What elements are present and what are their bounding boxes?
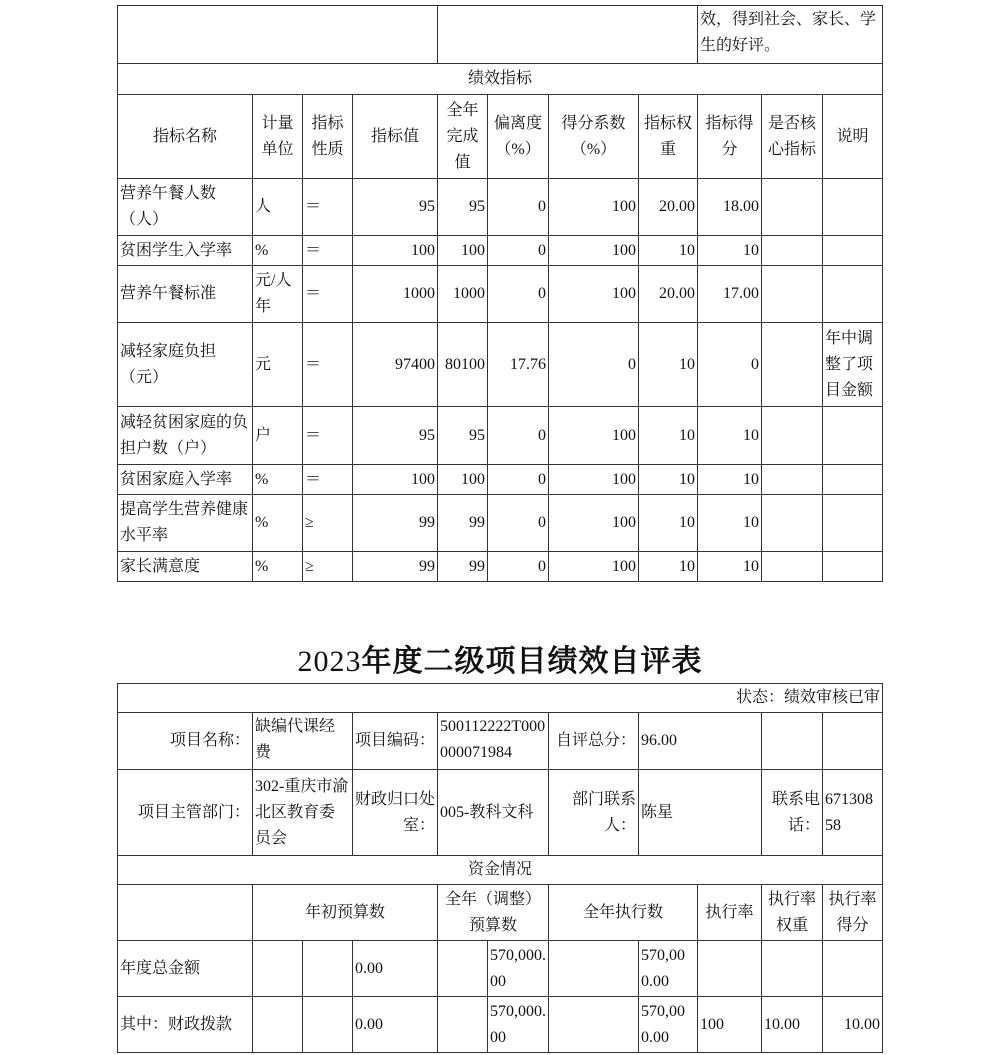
indicator-deviation: 0 xyxy=(488,495,549,552)
indicator-core xyxy=(762,236,823,266)
empty-cell xyxy=(549,941,639,997)
indicator-coef: 100 xyxy=(549,179,639,236)
header-exec-rate-score: 执行率得分 xyxy=(823,885,883,941)
indicator-coef: 100 xyxy=(549,465,639,495)
indicator-core xyxy=(762,266,823,323)
header-score: 指标得分 xyxy=(698,95,762,179)
header-exec-rate: 执行率 xyxy=(698,885,762,941)
header-coef: 得分系数（%） xyxy=(549,95,639,179)
empty-cell xyxy=(253,997,303,1053)
indicator-weight: 10 xyxy=(639,323,698,407)
indicator-coef: 0 xyxy=(549,323,639,407)
table-row xyxy=(118,407,883,465)
indicator-unit: 人 xyxy=(253,179,303,236)
table-row xyxy=(118,941,883,997)
carry-cell-mid xyxy=(438,6,698,64)
indicator-actual: 100 xyxy=(438,236,488,266)
finance: 005-教科文科 xyxy=(438,770,549,856)
empty-cell xyxy=(438,997,488,1053)
empty-cell xyxy=(549,997,639,1053)
indicator-deviation: 0 xyxy=(488,552,549,582)
header-indicator-name: 指标名称 xyxy=(118,95,253,179)
indicator-target: 97400 xyxy=(353,323,438,407)
indicator-nature: ＝ xyxy=(303,465,353,495)
indicator-unit: % xyxy=(253,495,303,552)
table-row xyxy=(118,465,883,495)
indicator-core xyxy=(762,465,823,495)
header-weight: 指标权重 xyxy=(639,95,698,179)
indicator-name: 减轻贫困家庭的负担户数（户） xyxy=(118,407,253,465)
indicator-actual: 95 xyxy=(438,179,488,236)
project-code-label: 项目编码： xyxy=(353,713,438,770)
indicator-note xyxy=(823,407,883,465)
fund-row-label: 其中：财政拨款 xyxy=(118,997,253,1053)
indicator-weight: 10 xyxy=(639,236,698,266)
header-target: 指标值 xyxy=(353,95,438,179)
indicator-score: 10 xyxy=(698,236,762,266)
indicator-score: 0 xyxy=(698,323,762,407)
phone-label: 联系电话： xyxy=(762,770,823,856)
fund-rate-score xyxy=(823,941,883,997)
indicator-note xyxy=(823,465,883,495)
table-row xyxy=(118,323,883,407)
indicator-deviation: 0 xyxy=(488,236,549,266)
indicator-coef: 100 xyxy=(549,236,639,266)
table-row xyxy=(118,266,883,323)
fund-rate: 100 xyxy=(698,997,762,1053)
indicator-coef: 100 xyxy=(549,266,639,323)
self-score-label: 自评总分： xyxy=(549,713,639,770)
indicator-actual: 99 xyxy=(438,552,488,582)
fund-initial: 0.00 xyxy=(353,941,438,997)
indicator-weight: 10 xyxy=(639,552,698,582)
indicator-note xyxy=(823,495,883,552)
indicator-name: 营养午餐人数（人） xyxy=(118,179,253,236)
page-title xyxy=(0,636,1000,680)
fund-executed: 570,000.00 xyxy=(639,941,698,997)
indicator-deviation: 0 xyxy=(488,179,549,236)
indicator-weight: 20.00 xyxy=(639,266,698,323)
indicator-actual: 100 xyxy=(438,465,488,495)
empty-cell xyxy=(438,941,488,997)
table-row xyxy=(118,179,883,236)
project-code: 500112222T000000071984 xyxy=(438,713,549,770)
indicator-weight: 10 xyxy=(639,495,698,552)
indicator-deviation: 0 xyxy=(488,465,549,495)
fund-rate-weight: 10.00 xyxy=(762,997,823,1053)
indicator-core xyxy=(762,552,823,582)
empty-cell xyxy=(762,713,823,770)
table-row xyxy=(118,552,883,582)
indicator-target: 95 xyxy=(353,407,438,465)
carry-text: 效，得到社会、家长、学生的好评。 xyxy=(698,6,883,64)
indicator-target: 95 xyxy=(353,179,438,236)
fund-rate xyxy=(698,941,762,997)
dept-label: 项目主管部门： xyxy=(118,770,253,856)
empty-cell xyxy=(303,941,353,997)
fund-row-label: 年度总金额 xyxy=(118,941,253,997)
indicator-score: 18.00 xyxy=(698,179,762,236)
empty-cell xyxy=(253,941,303,997)
indicator-coef: 100 xyxy=(549,495,639,552)
indicator-weight: 10 xyxy=(639,465,698,495)
indicator-note: 年中调整了项目金额 xyxy=(823,323,883,407)
project-name-label: 项目名称： xyxy=(118,713,253,770)
indicator-deviation: 0 xyxy=(488,266,549,323)
section-label-funds: 资金情况 xyxy=(118,856,883,885)
performance-indicator-table xyxy=(117,5,883,582)
finance-label: 财政归口处室： xyxy=(353,770,438,856)
project-name: 缺编代课经费 xyxy=(253,713,353,770)
indicator-nature: ＝ xyxy=(303,179,353,236)
indicator-target: 1000 xyxy=(353,266,438,323)
header-nature: 指标性质 xyxy=(303,95,353,179)
section-label-indicators: 绩效指标 xyxy=(118,64,883,95)
indicator-actual: 95 xyxy=(438,407,488,465)
indicator-target: 100 xyxy=(353,236,438,266)
header-unit: 计量单位 xyxy=(253,95,303,179)
indicator-unit: % xyxy=(253,552,303,582)
header-initial-budget: 年初预算数 xyxy=(253,885,438,941)
indicator-weight: 20.00 xyxy=(639,179,698,236)
indicator-name: 提高学生营养健康水平率 xyxy=(118,495,253,552)
indicator-score: 10 xyxy=(698,407,762,465)
empty-cell xyxy=(823,713,883,770)
title-text: 年度二级项目绩效自评表 xyxy=(361,645,703,678)
indicator-target: 100 xyxy=(353,465,438,495)
header-deviation: 偏离度（%） xyxy=(488,95,549,179)
indicator-nature: ＝ xyxy=(303,236,353,266)
indicator-unit: % xyxy=(253,465,303,495)
carry-cell-left xyxy=(118,6,438,64)
fund-rate-weight xyxy=(762,941,823,997)
indicator-name: 贫困家庭入学率 xyxy=(118,465,253,495)
indicator-score: 17.00 xyxy=(698,266,762,323)
indicator-coef: 100 xyxy=(549,552,639,582)
project-self-eval-table xyxy=(117,683,883,1053)
title-year: 2023 xyxy=(297,645,362,678)
indicator-actual: 80100 xyxy=(438,323,488,407)
fund-adjusted: 570,000.00 xyxy=(488,941,549,997)
indicator-coef: 100 xyxy=(549,407,639,465)
indicator-name: 家长满意度 xyxy=(118,552,253,582)
indicator-actual: 99 xyxy=(438,495,488,552)
header-executed: 全年执行数 xyxy=(549,885,698,941)
indicator-note xyxy=(823,179,883,236)
indicator-nature: ＝ xyxy=(303,323,353,407)
table-row xyxy=(118,236,883,266)
indicator-name: 贫困学生入学率 xyxy=(118,236,253,266)
indicator-core xyxy=(762,179,823,236)
empty-cell xyxy=(118,885,253,941)
dept: 302-重庆市渝北区教育委员会 xyxy=(253,770,353,856)
indicator-unit: 元/人年 xyxy=(253,266,303,323)
indicator-core xyxy=(762,407,823,465)
contact: 陈星 xyxy=(639,770,762,856)
indicator-deviation: 0 xyxy=(488,407,549,465)
header-note: 说明 xyxy=(823,95,883,179)
phone: 67130858 xyxy=(823,770,883,856)
header-actual: 全年完成值 xyxy=(438,95,488,179)
indicator-note xyxy=(823,552,883,582)
fund-executed: 570,000.00 xyxy=(639,997,698,1053)
table-row xyxy=(118,495,883,552)
indicator-weight: 10 xyxy=(639,407,698,465)
indicator-actual: 1000 xyxy=(438,266,488,323)
indicator-nature: ≥ xyxy=(303,495,353,552)
indicator-unit: 户 xyxy=(253,407,303,465)
indicator-unit: % xyxy=(253,236,303,266)
indicator-nature: ＝ xyxy=(303,407,353,465)
indicator-note xyxy=(823,236,883,266)
header-core: 是否核心指标 xyxy=(762,95,823,179)
empty-cell xyxy=(303,997,353,1053)
indicator-nature: ＝ xyxy=(303,266,353,323)
self-score: 96.00 xyxy=(639,713,762,770)
fund-rate-score: 10.00 xyxy=(823,997,883,1053)
indicator-note xyxy=(823,266,883,323)
status-text: 状态：绩效审核已审 xyxy=(118,684,883,713)
contact-label: 部门联系人： xyxy=(549,770,639,856)
header-exec-rate-weight: 执行率权重 xyxy=(762,885,823,941)
indicator-score: 10 xyxy=(698,495,762,552)
fund-adjusted: 570,000.00 xyxy=(488,997,549,1053)
indicator-score: 10 xyxy=(698,465,762,495)
indicator-name: 营养午餐标准 xyxy=(118,266,253,323)
indicator-deviation: 17.76 xyxy=(488,323,549,407)
fund-initial: 0.00 xyxy=(353,997,438,1053)
indicator-core xyxy=(762,323,823,407)
indicator-core xyxy=(762,495,823,552)
indicator-nature: ≥ xyxy=(303,552,353,582)
indicator-target: 99 xyxy=(353,495,438,552)
indicator-target: 99 xyxy=(353,552,438,582)
indicator-name: 减轻家庭负担（元） xyxy=(118,323,253,407)
table-row xyxy=(118,997,883,1053)
header-adjusted-budget: 全年（调整）预算数 xyxy=(438,885,549,941)
indicator-unit: 元 xyxy=(253,323,303,407)
indicator-score: 10 xyxy=(698,552,762,582)
